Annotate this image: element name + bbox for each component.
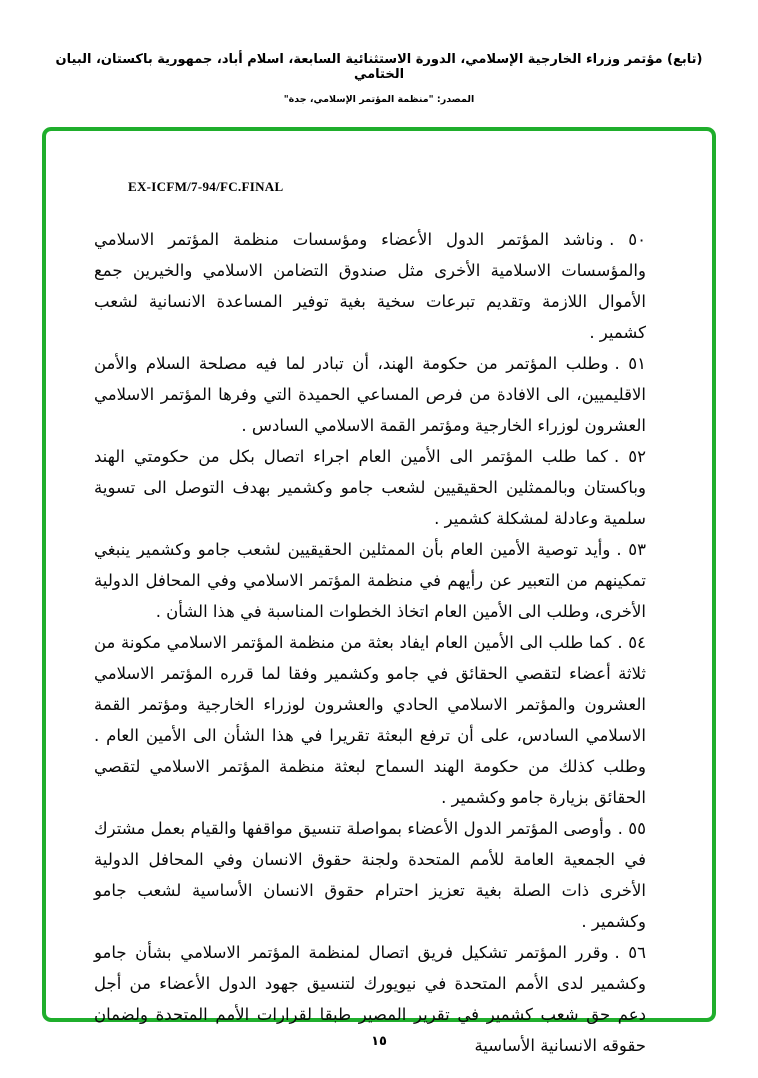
paragraph-text: كما طلب المؤتمر الى الأمين العام اجراء اتصال بكل من حكومتي الهند وباكستان وبالممثلين الحقيقيين لشعب جامو وكشمير بهدف التوصل الى تسوية سلمية وعادلة لمشكلة كشمير . [94, 447, 646, 528]
paragraph-text: وأيد توصية الأمين العام بأن الممثلين الحقيقيين لشعب جامو وكشمير ينبغي تمكينهم من التعبير عن رأيهم في منظمة المؤتمر الاسلامي وفي المحافل الدولية الأخرى، وطلب الى الأمين العام اتخاذ الخطوات المناسبة في هذا الشأن . [94, 540, 646, 621]
paragraph-55 [94, 813, 646, 937]
paragraph-text: وأوصى المؤتمر الدول الأعضاء بمواصلة تنسيق مواقفها والقيام بعمل مشترك في الجمعية العامة للأمم المتحدة ولجنة حقوق الانسان وفي المحافل الدولية الأخرى ذات الصلة بغية تعزيز احترام حقوق الانسان الأساسية لشعب جامو وكشمير . [94, 819, 646, 931]
paragraph-53 [94, 534, 646, 627]
paragraph-number: ٥٥ . [617, 819, 646, 838]
paragraph-52 [94, 441, 646, 534]
paragraph-text: وطلب المؤتمر من حكومة الهند، أن تبادر لما فيه مصلحة السلام والأمن الاقليميين، الى الافادة من فرص المساعي الحميدة التي وفرها المؤتمر الاسلامي العشرون لوزراء الخارجية ومؤتمر القمة الاسلامي السادس . [94, 354, 646, 435]
paragraph-number: ٥٦ . [614, 943, 646, 962]
paragraph-text: وناشد المؤتمر الدول الأعضاء ومؤسسات منظمة المؤتمر الاسلامي والمؤسسات الاسلامية الأخرى مثل صندوق التضامن الاسلامي والخيرين جمع الأموال اللازمة وتقديم تبرعات سخية بغية توفير المساعدة الانسانية لشعب كشمير . [94, 230, 646, 342]
page-number: ١٥ [371, 1034, 387, 1049]
paragraph-number: ٥٣ . [616, 540, 646, 559]
document-body [94, 224, 646, 1061]
header [0, 52, 758, 105]
paragraph-number: ٥٤ . [617, 633, 646, 652]
paragraph-number: ٥١ . [614, 354, 646, 373]
paragraph-number: ٥٢ . [614, 447, 646, 466]
paragraph-51 [94, 348, 646, 441]
paragraph-number: ٥٠ . [609, 230, 646, 249]
header-source: المصدر: "منظمة المؤتمر الإسلامي، جدة" [283, 94, 475, 105]
paragraph-54 [94, 627, 646, 813]
header-title: (تابع) مؤتمر وزراء الخارجية الإسلامي، الدورة الاستثنائية السابعة، اسلام أباد، جمهورية باكستان، البيان الختامي [55, 52, 703, 82]
paragraph-50 [94, 224, 646, 348]
paragraph-text: وقرر المؤتمر تشكيل فريق اتصال لمنظمة المؤتمر الاسلامي بشأن جامو وكشمير لدى الأمم المتحدة في نيويورك لتنسيق جهود الدول الأعضاء من أجل دعم حق شعب كشمير في تقرير المصير طبقا لقرارات الأمم المتحدة ولضمان حقوقه الانسانية الأساسية [94, 943, 646, 1055]
paragraph-text: كما طلب الى الأمين العام ايفاد بعثة من منظمة المؤتمر الاسلامي مكونة من ثلاثة أعضاء لتقصي الحقائق في جامو وكشمير وفقا لما قرره المؤتمر الاسلامي العشرون والمؤتمر الاسلامي الحادي والعشرون لوزراء الخارجية ومؤتمر القمة الاسلامي السادس، على أن ترفع البعثة تقريرا في هذا الشأن الى الأمين العام . وطلب كذلك من حكومة الهند السماح لبعثة منظمة المؤتمر الاسلامي لتقصي الحقائق بزيارة جامو وكشمير . [94, 633, 646, 807]
document-reference: EX-ICFM/7-94/FC.FINAL [128, 179, 284, 194]
